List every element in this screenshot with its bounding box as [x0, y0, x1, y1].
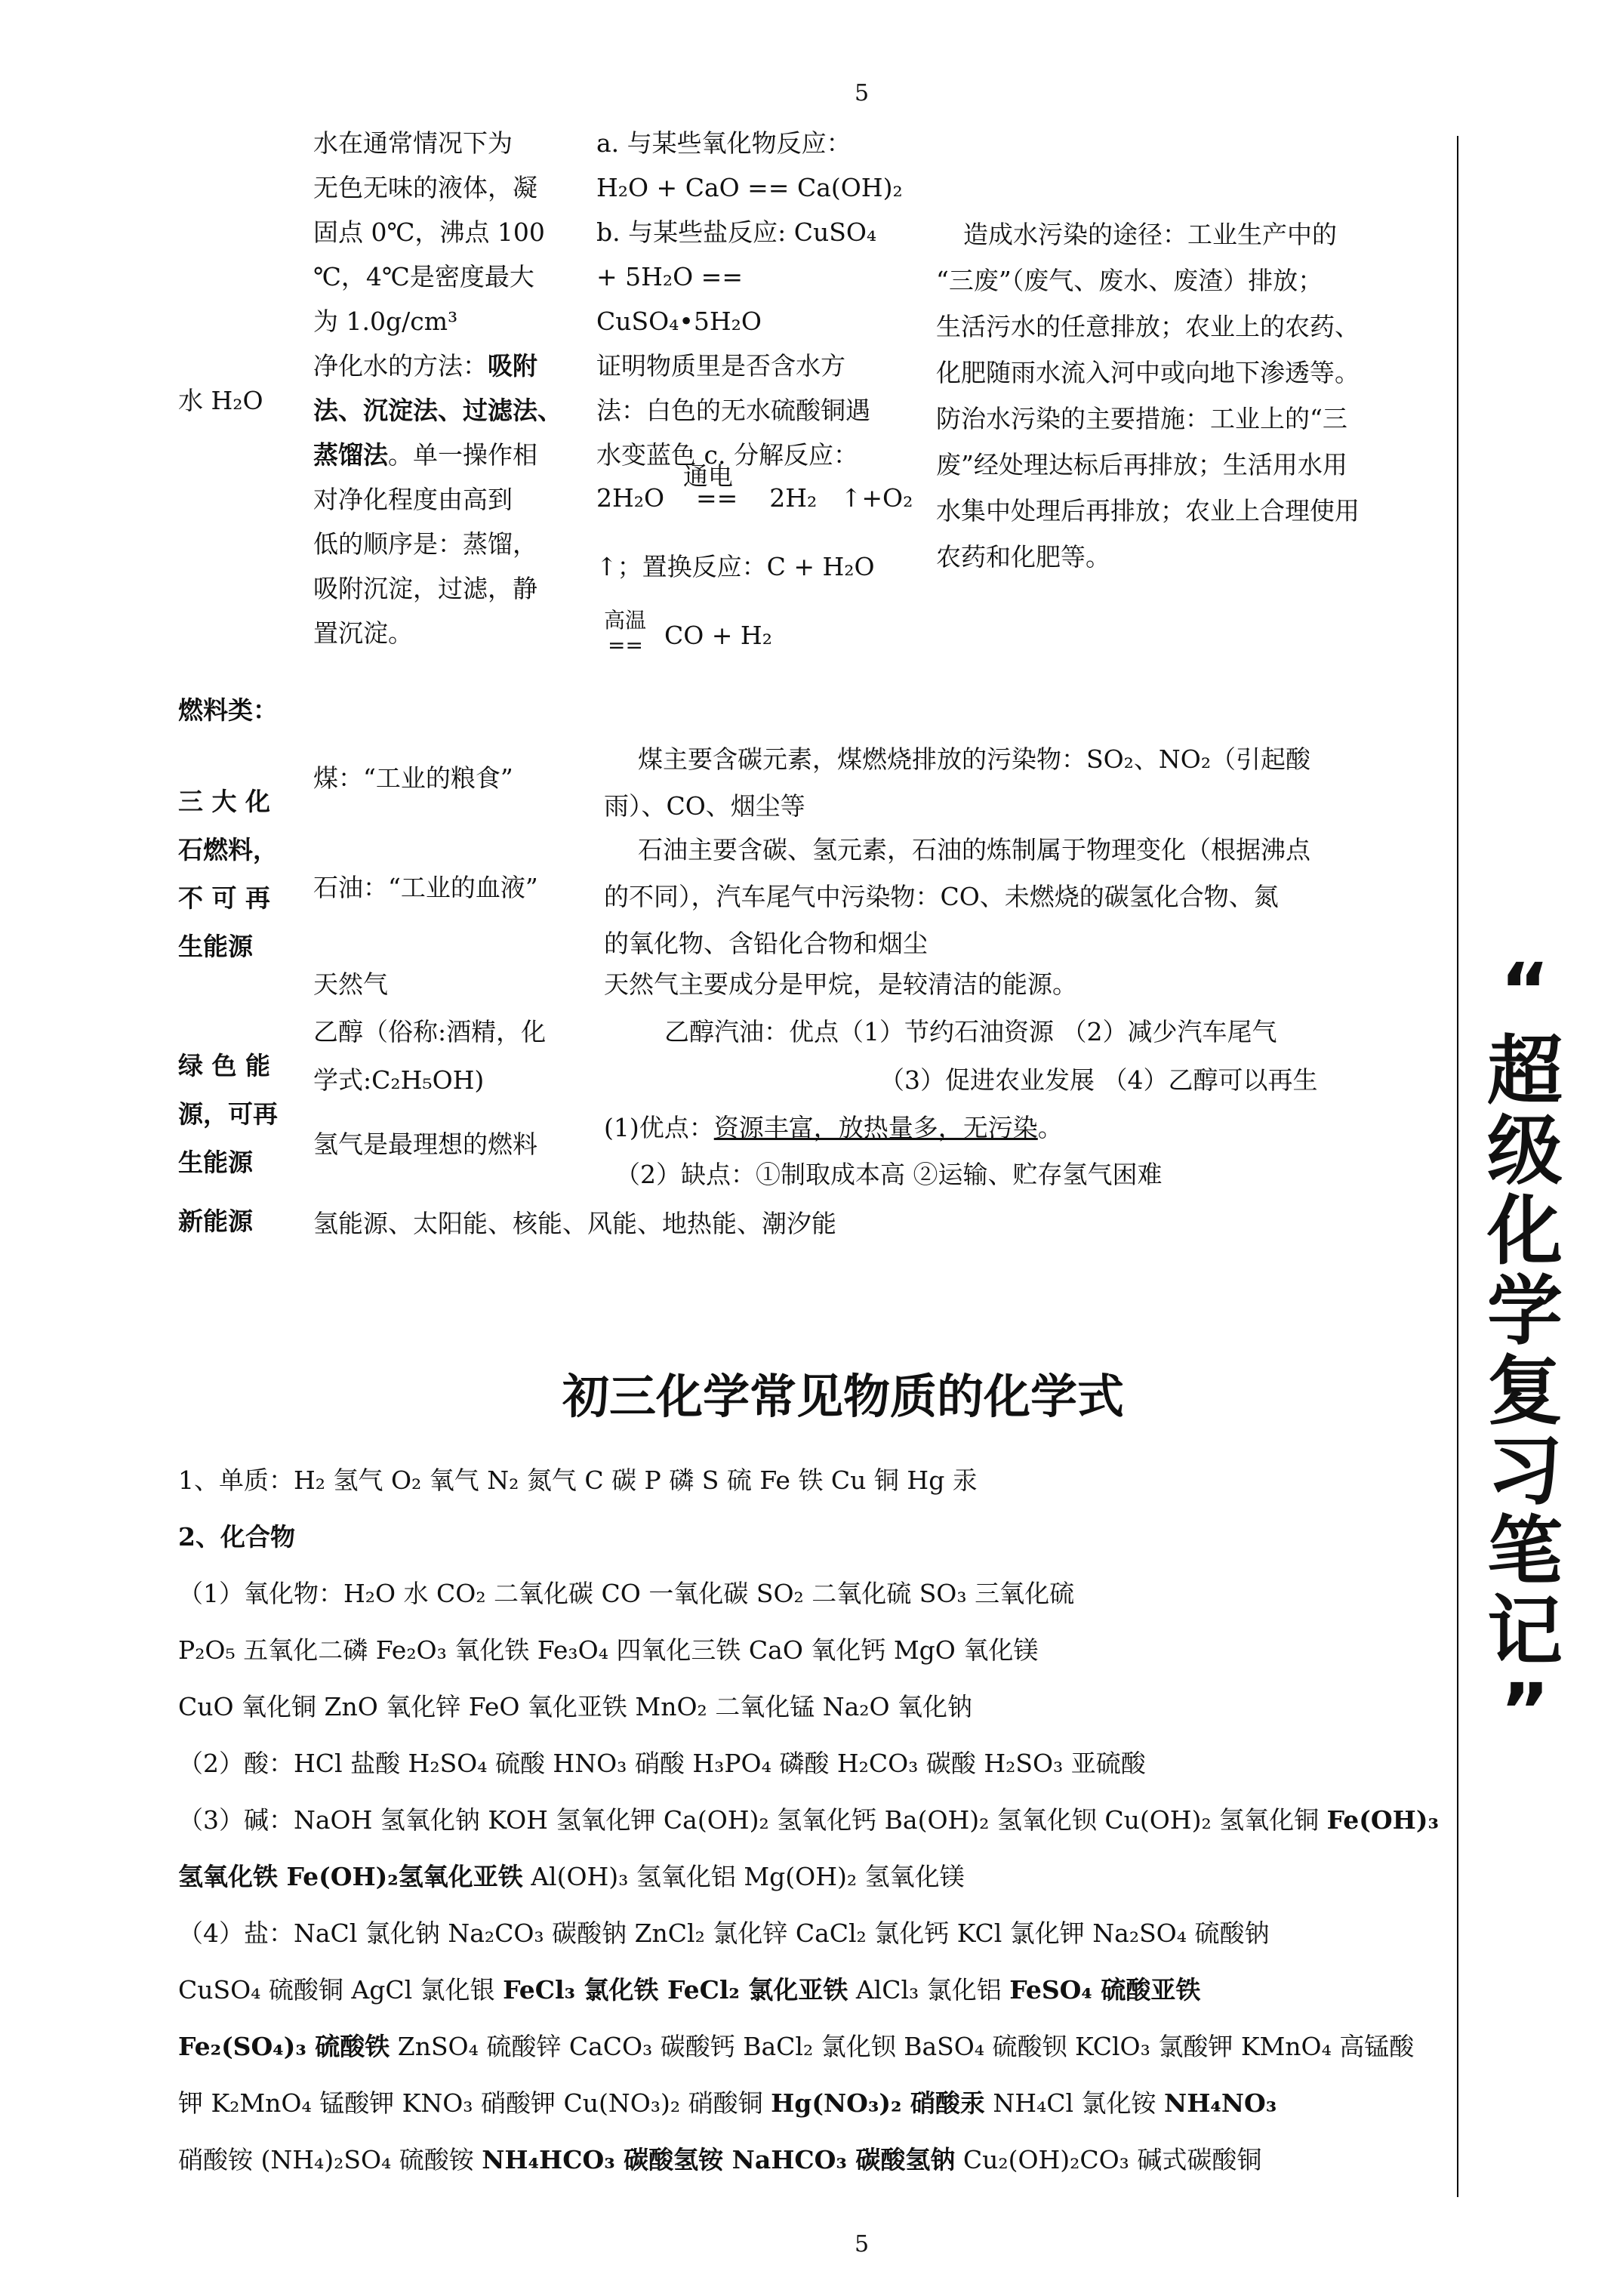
- displacement-product: CO + H₂: [664, 621, 772, 650]
- oil-name: 石油：“工业的血液”: [313, 873, 538, 902]
- hydrogen-name: 氢气是最理想的燃料: [313, 1130, 537, 1159]
- page-number-bottom: 5: [855, 2231, 870, 2257]
- side-divider: [1457, 136, 1458, 2197]
- page-number-top: 5: [855, 80, 870, 106]
- water-label: 水 H₂O: [178, 386, 263, 415]
- hydrogen-advantage: (1)优点：资源丰富，放热量多，无污染。: [604, 1113, 1063, 1142]
- ethanol-name: 乙醇（俗称:酒精，化 学式:C₂H₅OH): [313, 1017, 547, 1095]
- fossil-fuel-label: 三 大 化 石燃料， 不 可 再 生能源: [178, 787, 278, 961]
- formula-line-bases-1: （3）碱：NaOH 氢氧化钠 KOH 氢氧化钾 Ca(OH)₂ 氢氧化钙 Ba(OH)₂ 氢氧化钡 Cu(OH)₂ 氢氧化铜 Fe(OH)₃: [178, 1805, 1439, 1835]
- coal-description: 煤主要含碳元素，煤燃烧排放的污染物：SO₂、NO₂（引起酸 雨）、CO、烟尘等: [604, 744, 1311, 821]
- water-chemistry: a. 与某些氧化物反应： H₂O + CaO == Ca(OH)₂ b. 与某些盐反应: CuSO₄ + 5H₂O == CuSO₄•5H₂O 证明物质里是否含水方 法：白色的无水硫酸铜遇 水变蓝色 c. 分解反应：: [596, 128, 903, 470]
- formula-line-salts-3: Fe₂(SO₄)₃ 硫酸铁 ZnSO₄ 硫酸锌 CaCO₃ 碳酸钙 BaCl₂ 氯化钡 BaSO₄ 硫酸钡 KClO₃ 氯酸钾 KMnO₄ 高锰酸: [178, 2032, 1415, 2061]
- fuel-heading: 燃料类：: [178, 695, 278, 725]
- formula-line-oxides-2: P₂O₅ 五氧化二磷 Fe₂O₃ 氧化铁 Fe₃O₄ 四氧化三铁 CaO 氧化钙 MgO 氧化镁: [178, 1635, 1039, 1665]
- electrolysis-equation: 2H₂O == 2H₂ ↑+O₂: [596, 483, 913, 513]
- formula-line-bases-2: 氢氧化铁 Fe(OH)₂氢氧化亚铁 Al(OH)₃ 氢氧化铝 Mg(OH)₂ 氢氧化镁: [178, 1862, 965, 1891]
- formula-line-salts-5: 硝酸铵 (NH₄)₂SO₄ 硫酸铵 NH₄HCO₃ 碳酸氢铵 NaHCO₃ 碳酸氢钠 Cu₂(OH)₂CO₃ 碱式碳酸铜: [178, 2145, 1262, 2174]
- electrolysis-condition: 通电: [683, 461, 733, 491]
- formula-line-compounds: 2、化合物: [178, 1522, 295, 1552]
- hydrogen-disadvantage: （2）缺点：①制取成本高 ②运输、贮存氢气困难: [615, 1160, 1163, 1189]
- high-temp-equals: ==: [608, 633, 643, 658]
- formula-line-oxides-3: CuO 氧化铜 ZnO 氧化锌 FeO 氧化亚铁 MnO₂ 二氧化锰 Na₂O 氧化钠: [178, 1692, 973, 1721]
- water-pollution: 造成水污染的途径：工业生产中的 “三废”（废气、废水、废渣）排放； 生活污水的任意排放；农业上的农药、 化肥随雨水流入河中或向地下渗透等。 防治水污染的主要措施：工业上的“三 废”经处理达标后再排放；生活用水用 水集中处理后再排放；农业上合理使用 农药和化肥等。: [936, 220, 1360, 572]
- formula-line-elements: 1、单质：H₂ 氢气 O₂ 氧气 N₂ 氮气 C 碳 P 磷 S 硫 Fe 铁 Cu 铜 Hg 汞: [178, 1465, 978, 1495]
- coal-name: 煤：“工业的粮食”: [313, 763, 513, 793]
- gas-description: 天然气主要成分是甲烷，是较清洁的能源。: [604, 969, 1077, 999]
- displacement-reaction: ↑；置换反应：C + H₂O: [596, 552, 875, 581]
- green-energy-label: 绿 色 能 源，可再 生能源: [178, 1051, 278, 1177]
- new-energy-label: 新能源: [178, 1207, 253, 1236]
- formula-line-acids: （2）酸：HCl 盐酸 H₂SO₄ 硫酸 HNO₃ 硝酸 H₃PO₄ 磷酸 H₂CO₃ 碳酸 H₂SO₃ 亚硫酸: [178, 1749, 1146, 1778]
- oil-description: 石油主要含碳、氢元素，石油的炼制属于物理变化（根据沸点 的不同），汽车尾气中污染物：CO、未燃烧的碳氢化合物、氮 的氧化物、含铅化合物和烟尘: [604, 835, 1310, 958]
- ethanol-description: 乙醇汽油：优点（1）节约石油资源 （2）减少汽车尾气 （3）促进农业发展 （4）乙醇可以再生: [664, 1017, 1318, 1095]
- high-temp-condition: 高温: [604, 608, 647, 633]
- new-energy-list: 氢能源、太阳能、核能、风能、地热能、潮汐能: [313, 1209, 836, 1238]
- water-properties: 水在通常情况下为 无色无味的液体，凝 固点 0℃，沸点 100 ℃，4℃是密度最大 为 1.0g/cm³ 净化水的方法：吸附 法、沉淀法、过滤法、 蒸馏法。单一操作相 对净化程度由高到 低的顺序是：蒸馏， 吸附沉淀，过滤，静 置沉淀。: [313, 128, 562, 648]
- formula-line-oxides-1: （1）氧化物：H₂O 水 CO₂ 二氧化碳 CO 一氧化碳 SO₂ 二氧化硫 SO₃ 三氧化硫: [178, 1579, 1075, 1608]
- formula-line-salts-1: （4）盐：NaCl 氯化钠 Na₂CO₃ 碳酸钠 ZnCl₂ 氯化锌 CaCl₂ 氯化钙 KCl 氯化钾 Na₂SO₄ 硫酸钠: [178, 1918, 1270, 1948]
- formulas-title: 初三化学常见物质的化学式: [562, 1369, 1125, 1424]
- gas-name: 天然气: [313, 969, 388, 999]
- side-title: “ 超 级 化 学 复 习 笔 记 ”: [1487, 947, 1563, 1755]
- formula-line-salts-4: 钾 K₂MnO₄ 锰酸钾 KNO₃ 硝酸钾 Cu(NO₃)₂ 硝酸铜 Hg(NO₃)₂ 硝酸汞 NH₄Cl 氯化铵 NH₄NO₃: [178, 2088, 1277, 2118]
- formula-line-salts-2: CuSO₄ 硫酸铜 AgCl 氯化银 FeCl₃ 氯化铁 FeCl₂ 氯化亚铁 AlCl₃ 氯化铝 FeSO₄ 硫酸亚铁: [178, 1975, 1201, 2005]
